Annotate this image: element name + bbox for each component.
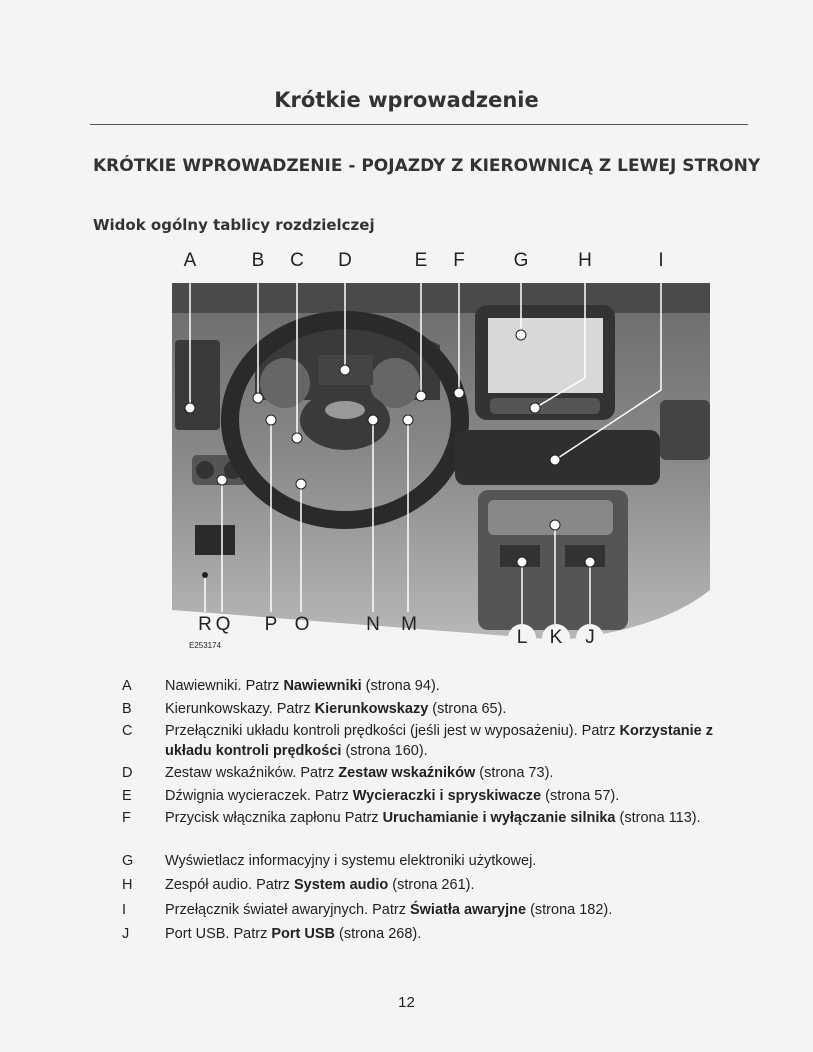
item-key: H — [122, 877, 133, 893]
item-key: G — [122, 853, 134, 869]
callout-label-a: A — [183, 250, 197, 271]
item-text: Wyświetlacz informacyjny i systemu elektroniki użytkowej. — [165, 853, 537, 869]
item-page: (strona 182). — [526, 902, 613, 918]
item-page: (strona 73). — [475, 765, 554, 781]
callout-label-e: E — [414, 250, 428, 271]
item-reference: System audio — [293, 877, 389, 893]
item-text: Zestaw wskaźników. Patrz — [165, 765, 339, 781]
item-text: Przełączniki układu kontroli prędkości (jeśli jest w wyposażeniu). Patrz — [165, 723, 620, 739]
item-page: (strona 65). — [428, 701, 507, 717]
item-reference: Port USB — [271, 926, 336, 942]
item-text: Przełącznik świateł awaryjnych. Patrz — [165, 902, 410, 918]
item-page: (strona 57). — [541, 788, 620, 804]
callout-label-n: N — [366, 614, 380, 635]
item-reference: Zestaw wskaźników — [338, 765, 476, 781]
item-key: C — [122, 723, 133, 739]
item-key: A — [122, 678, 132, 694]
item-reference: Wycieraczki i spryskiwacze — [352, 788, 542, 804]
callout-label-p: P — [264, 614, 278, 635]
callout-label-m: M — [401, 614, 417, 635]
subheading: Widok ogólny tablicy rozdzielczej — [93, 216, 375, 234]
item-page: (strona 113). — [615, 810, 701, 826]
callout-label-g: G — [513, 250, 529, 271]
item-key: I — [122, 902, 127, 918]
callout-label-j: J — [576, 624, 604, 652]
item-reference: Korzystanie z układu kontroli prędkości — [165, 723, 713, 759]
page-title: Krótkie wprowadzenie — [274, 88, 539, 112]
item-reference: Światła awaryjne — [409, 902, 527, 918]
item-text: Port USB. Patrz — [165, 926, 272, 942]
item-text: Kierunkowskazy. Patrz — [165, 701, 315, 717]
callout-label-q: Q — [215, 614, 231, 635]
callout-label-k: K — [542, 624, 570, 652]
item-page: (strona 268). — [335, 926, 422, 942]
callout-label-b: B — [251, 250, 265, 271]
item-text: Przycisk włącznika zapłonu Patrz — [165, 810, 383, 826]
item-text: Nawiewniki. Patrz — [165, 678, 284, 694]
callout-label-d: D — [338, 250, 352, 271]
callout-label-o: O — [294, 614, 310, 635]
callout-label-f: F — [453, 250, 465, 271]
callout-label-i: I — [658, 250, 664, 271]
item-text: Zespół audio. Patrz — [165, 877, 294, 893]
item-reference: Nawiewniki — [283, 678, 362, 694]
callout-label-r: R — [198, 614, 212, 635]
item-key: D — [122, 765, 133, 781]
item-reference: Kierunkowskazy — [314, 701, 429, 717]
callout-label-l: L — [508, 624, 536, 652]
figure-code: E253174 — [189, 641, 222, 650]
page-number: 12 — [398, 994, 415, 1011]
item-key: B — [122, 701, 132, 717]
item-page: (strona 94). — [361, 678, 440, 694]
callout-label-h: H — [578, 250, 592, 271]
item-key: J — [122, 926, 130, 942]
callout-label-c: C — [290, 250, 304, 271]
item-key: F — [122, 810, 131, 826]
item-text: Dźwignia wycieraczek. Patrz — [165, 788, 353, 804]
item-key: E — [122, 788, 132, 804]
item-page: (strona 160). — [341, 743, 428, 759]
item-reference: Uruchamianie i wyłączanie silnika — [382, 810, 616, 826]
section-heading: KRÓTKIE WPROWADZENIE - POJAZDY Z KIEROWNICĄ Z LEWEJ STRONY — [93, 156, 761, 176]
item-page: (strona 261). — [388, 877, 475, 893]
